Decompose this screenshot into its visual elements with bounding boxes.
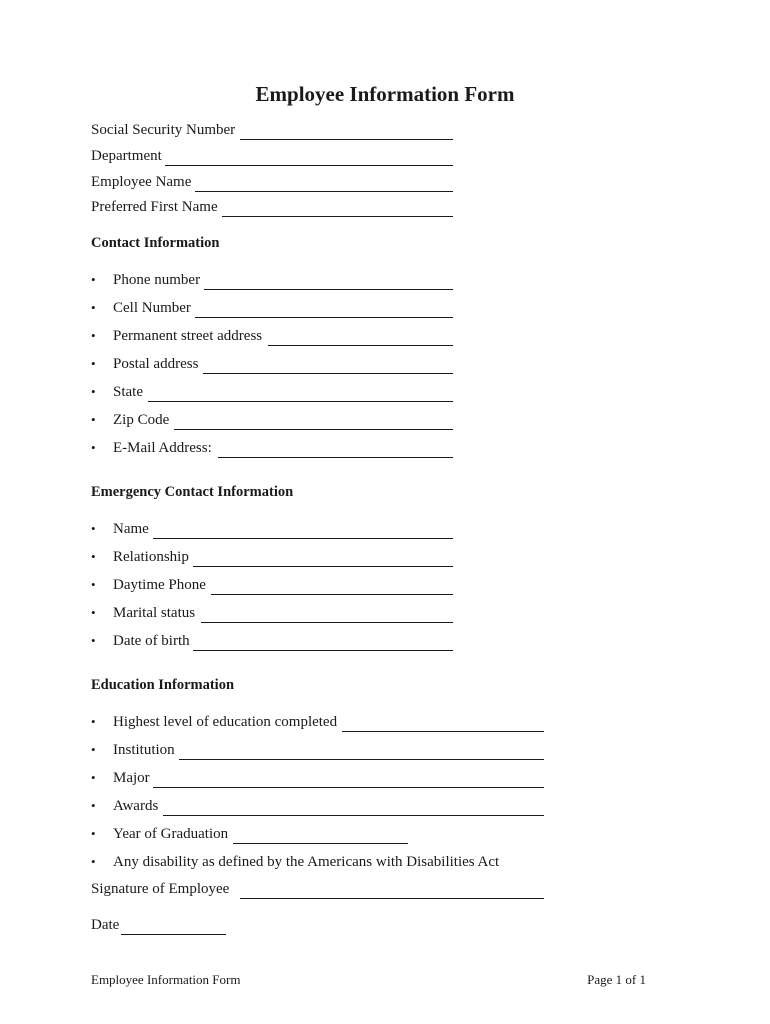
bullet: • [91, 384, 96, 399]
bullet: • [91, 770, 96, 785]
daytime-phone-row [113, 575, 453, 595]
email-row [113, 438, 453, 458]
department-field[interactable] [165, 146, 453, 166]
date-field[interactable] [121, 915, 226, 935]
education-heading: Education Information [91, 677, 235, 693]
state-field[interactable] [148, 382, 453, 402]
relationship-field[interactable] [193, 547, 453, 567]
form-title: Employee Information Form [255, 82, 515, 106]
daytime-phone-label: Daytime Phone [113, 577, 206, 593]
date-of-birth-label: Date of birth [113, 633, 190, 649]
major-label: Major [113, 770, 150, 786]
bullet: • [91, 826, 96, 841]
bullet: • [91, 328, 96, 343]
zip-label: Zip Code [113, 412, 170, 428]
graduation-year-row [113, 824, 408, 844]
cell-field[interactable] [195, 298, 453, 318]
bullet: • [91, 742, 96, 757]
state-label: State [113, 384, 143, 400]
bullet: • [91, 714, 96, 729]
marital-status-row [113, 603, 453, 623]
date-of-birth-field[interactable] [193, 631, 453, 651]
marital-status-label: Marital status [113, 605, 196, 621]
preferred-first-name-label: Preferred First Name [91, 199, 218, 215]
ssn-field[interactable] [240, 120, 453, 140]
employee-name-field[interactable] [195, 172, 453, 192]
signature-label: Signature of Employee [91, 881, 230, 897]
emergency-name-row [113, 519, 453, 539]
institution-row [113, 740, 544, 760]
awards-row [113, 796, 544, 816]
email-label: E-Mail Address: [113, 440, 212, 456]
bullet: • [91, 356, 96, 371]
zip-field[interactable] [174, 410, 453, 430]
major-field[interactable] [153, 768, 544, 788]
education-level-label: Highest level of education completed [113, 714, 338, 730]
street-row [113, 326, 453, 346]
bullet: • [91, 605, 96, 620]
relationship-label: Relationship [113, 549, 189, 565]
date-label: Date [91, 917, 120, 933]
ssn-label: Social Security Number [91, 122, 236, 138]
department-row [91, 146, 453, 166]
employee-name-row [91, 172, 453, 192]
institution-field[interactable] [179, 740, 544, 760]
ssn-row [91, 120, 453, 140]
date-row [91, 915, 226, 935]
marital-status-field[interactable] [201, 603, 453, 623]
signature-field[interactable] [240, 879, 544, 899]
major-row [113, 768, 544, 788]
cell-row [113, 298, 453, 318]
footer-document-title: Employee Information Form [91, 972, 241, 987]
disability-question: Any disability as defined by the Americans with Disabilities Act [113, 854, 500, 870]
zip-row [113, 410, 453, 430]
postal-row [113, 354, 453, 374]
street-field[interactable] [268, 326, 453, 346]
page-number: Page 1 of 1 [587, 972, 646, 987]
postal-field[interactable] [203, 354, 453, 374]
state-row [113, 382, 453, 402]
employee-name-label: Employee Name [91, 174, 192, 190]
emergency-name-label: Name [113, 521, 149, 537]
signature-row [91, 879, 544, 899]
bullet: • [91, 854, 96, 869]
street-label: Permanent street address [113, 328, 263, 344]
phone-field[interactable] [204, 270, 453, 290]
date-of-birth-row [113, 631, 453, 651]
daytime-phone-field[interactable] [211, 575, 453, 595]
education-level-row [113, 712, 544, 732]
bullet: • [91, 798, 96, 813]
phone-row [113, 270, 453, 290]
cell-label: Cell Number [113, 300, 191, 316]
email-field[interactable] [218, 438, 453, 458]
bullet: • [91, 577, 96, 592]
emergency-name-field[interactable] [153, 519, 453, 539]
preferred-first-name-row [91, 197, 453, 217]
bullet: • [91, 272, 96, 287]
emergency-heading: Emergency Contact Information [91, 484, 294, 500]
department-label: Department [91, 148, 162, 164]
bullet: • [91, 633, 96, 648]
bullet: • [91, 549, 96, 564]
postal-label: Postal address [113, 356, 199, 372]
education-level-field[interactable] [342, 712, 544, 732]
bullet: • [91, 440, 96, 455]
institution-label: Institution [113, 742, 175, 758]
relationship-row [113, 547, 453, 567]
phone-label: Phone number [113, 272, 201, 288]
preferred-first-name-field[interactable] [222, 197, 453, 217]
graduation-year-field[interactable] [233, 824, 408, 844]
awards-field[interactable] [163, 796, 544, 816]
graduation-year-label: Year of Graduation [113, 826, 229, 842]
awards-label: Awards [113, 798, 159, 814]
bullet: • [91, 300, 96, 315]
contact-heading: Contact Information [91, 235, 220, 251]
bullet: • [91, 412, 96, 427]
bullet: • [91, 521, 96, 536]
